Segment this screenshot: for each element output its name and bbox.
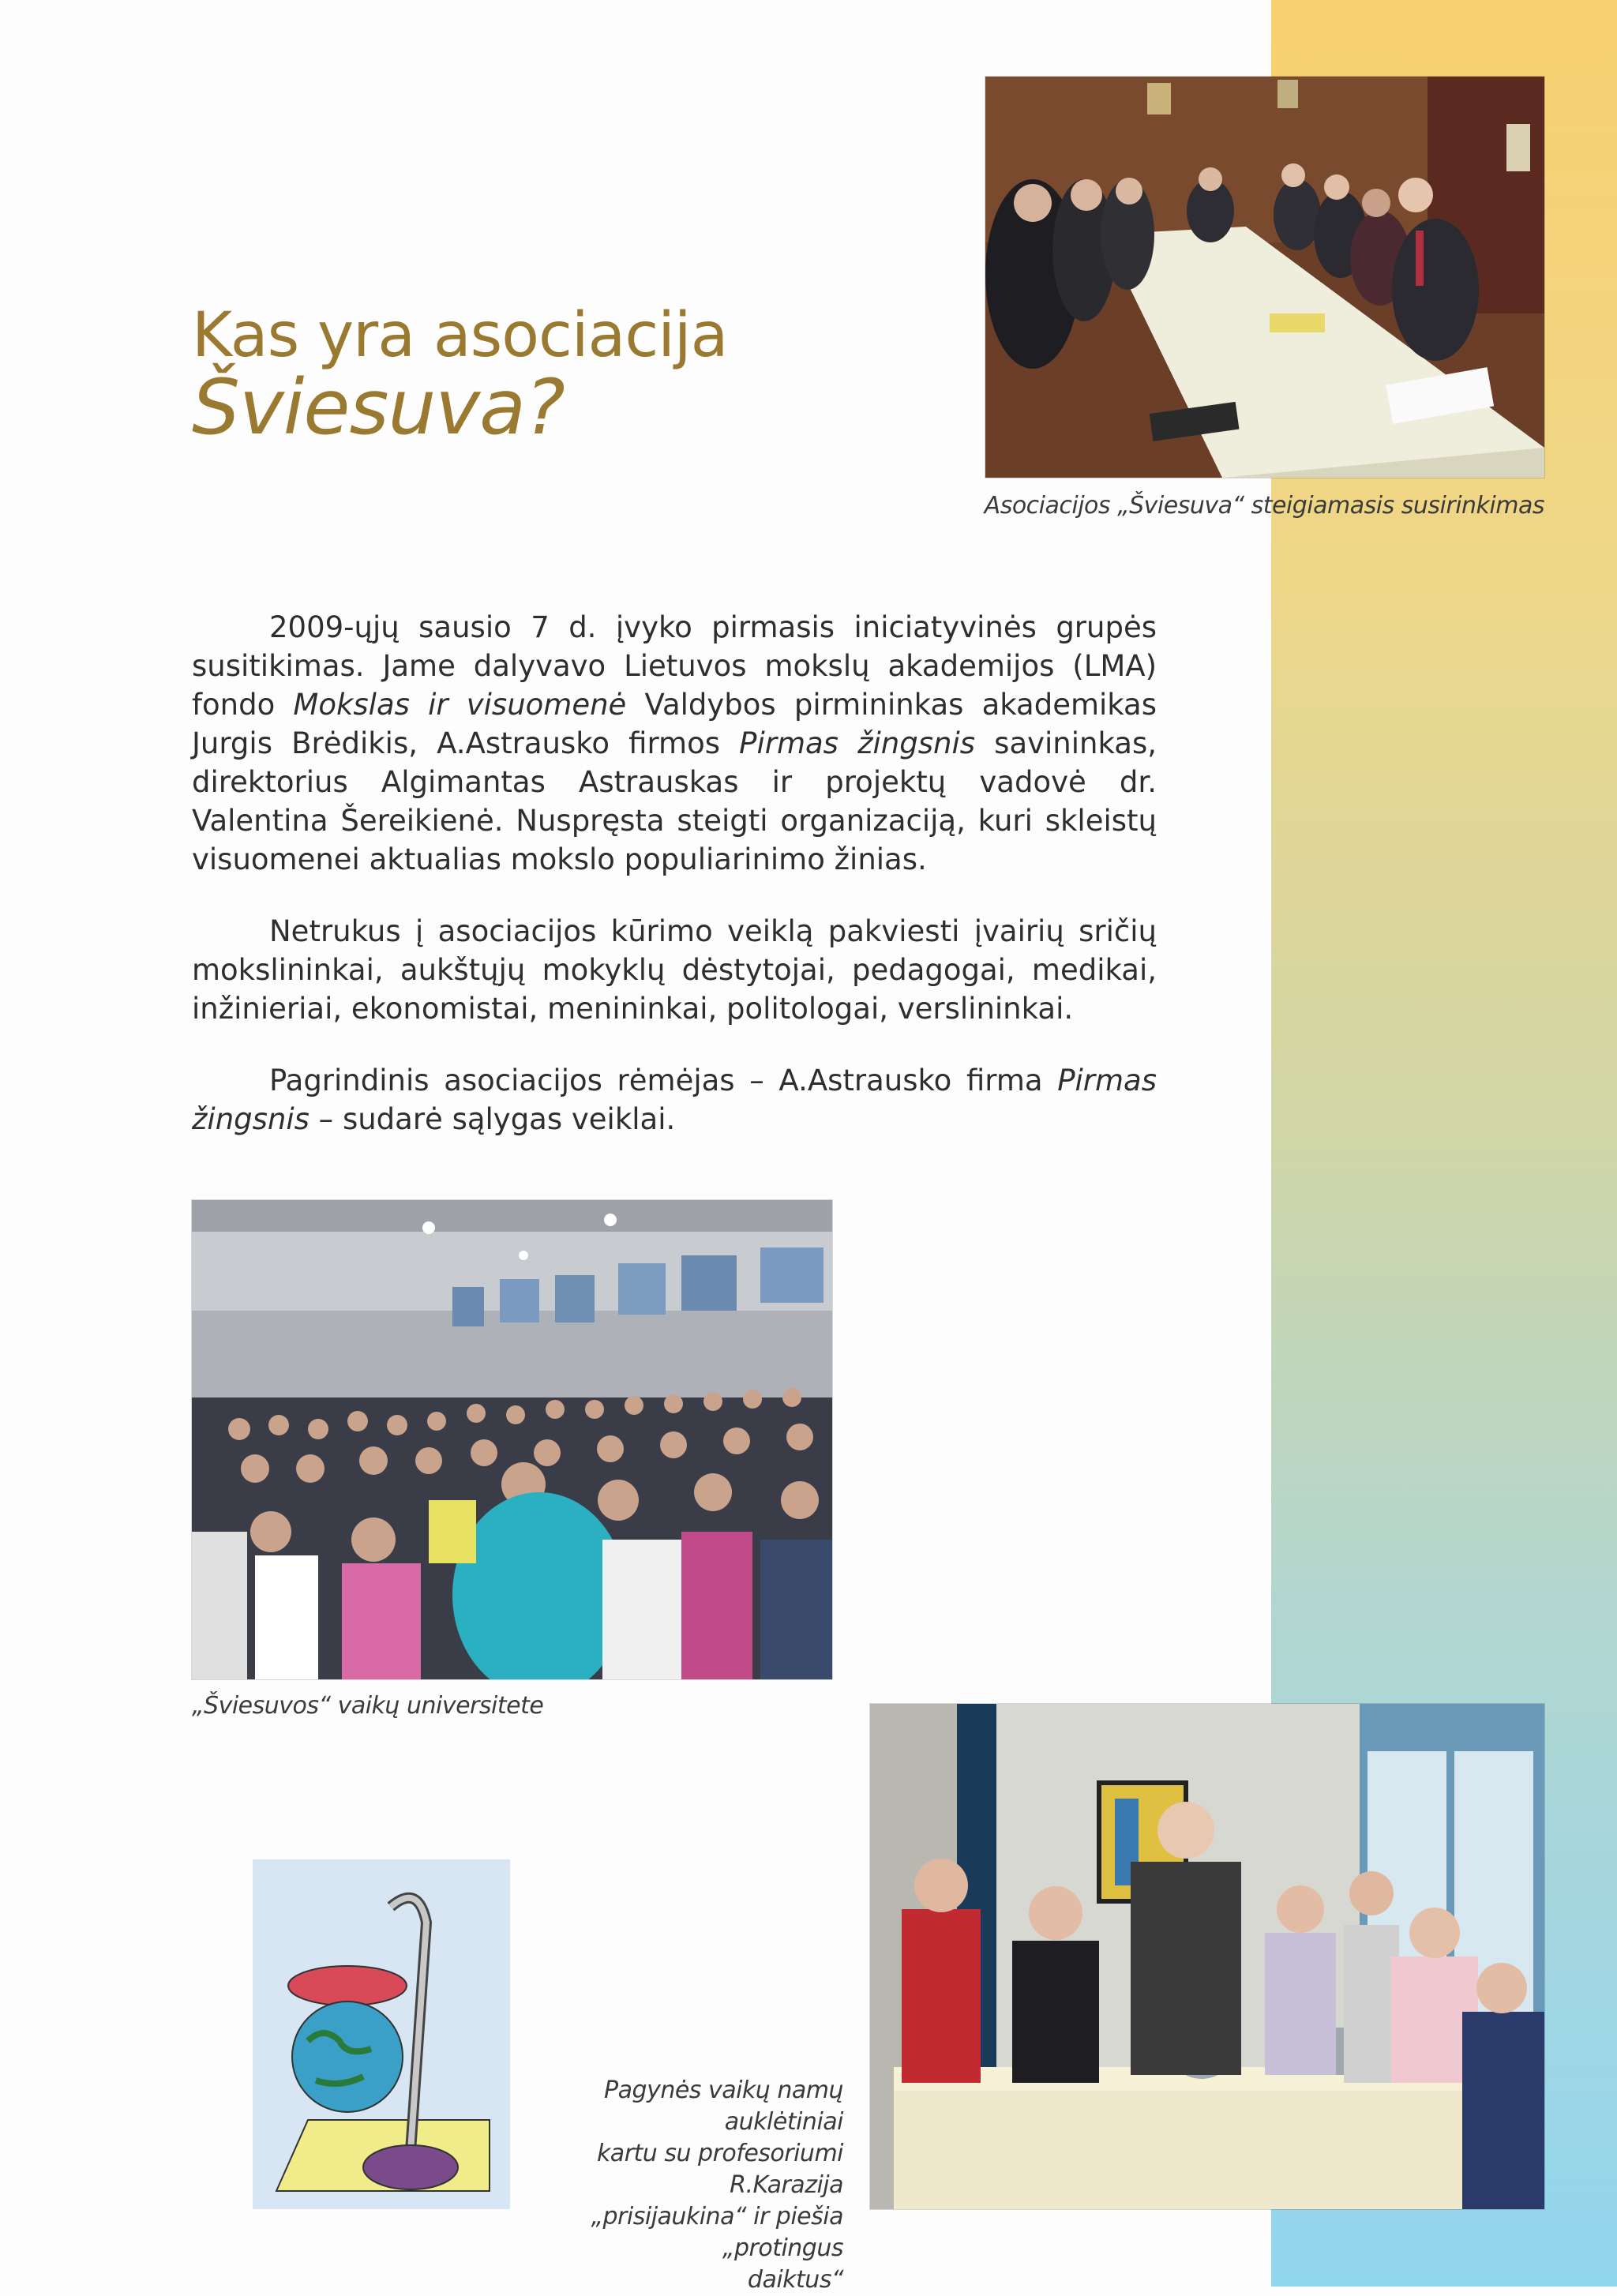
- meeting-photo-caption: Asociacijos „Šviesuva“ steigiamasis susirinkimas: [984, 492, 1544, 520]
- meeting-photo: [985, 77, 1544, 478]
- university-photo: [192, 1200, 832, 1679]
- body-text: [192, 608, 1157, 1172]
- university-photo-caption: „Šviesuvos“ vaikų universitete: [192, 1692, 544, 1720]
- title-line-1: Kas yra asociacija: [192, 300, 728, 371]
- paragraph-2: Netrukus į asociacijos kūrimo veiklą pakviesti įvairių sričių mokslininkai, aukštųjų mokyklų dėstytojai, pedagogai, medikai, inžinieriai, ekonomistai, menininkai, politologai, verslininkai.: [192, 914, 1157, 1026]
- drawing-caption: Pagynės vaikų namų auklėtiniai kartu su profesoriumi R.Karazija „prisijaukina“ ir piešia „protingus daiktus“: [591, 2077, 843, 2294]
- paragraph-3: Pagrindinis asociacijos rėmėjas – A.Astrausko firma Pirmas žingsnis – sudarė sąlygas veiklai.: [192, 1064, 1157, 1136]
- title-line-2: Šviesuva?: [192, 363, 565, 452]
- paragraph-1: 2009-ųjų sausio 7 d. įvyko pirmasis iniciatyvinės grupės susitikimas. Jame dalyvavo Lietuvos mokslų akademijos (LMA) fondo Mokslas ir visuomenė Valdybos pirmininkas akademikas Jurgis Brėdikis, A.Astrausko firmos Pirmas žingsnis savininkas, direktorius Algimantas Astrauskas ir projektų vadovė dr. Valentina Šereikienė. Nuspręsta steigti organizaciją, kuri skleistų visuomenei aktualias mokslo populiarinimo žinias.: [192, 610, 1157, 876]
- lab-photo: [870, 1704, 1544, 2209]
- page-title: [192, 300, 727, 452]
- child-drawing: [253, 1859, 510, 2209]
